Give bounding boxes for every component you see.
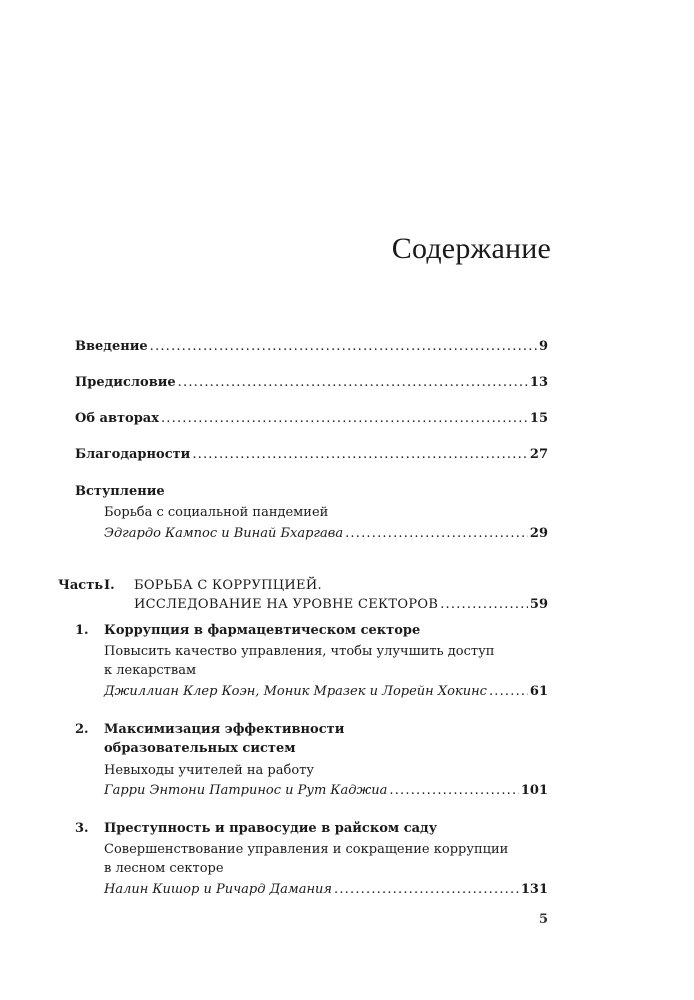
toc-entry-page: 13 bbox=[529, 375, 548, 390]
toc-entry-page: 29 bbox=[529, 526, 548, 541]
chapter-title: Преступность и правосудие в райском саду bbox=[104, 821, 438, 836]
toc-leader-dots bbox=[192, 446, 528, 464]
toc-entry-chapter-3[interactable] bbox=[104, 881, 548, 899]
toc-leader-dots bbox=[389, 782, 519, 800]
toc-entry-page: 9 bbox=[538, 339, 548, 354]
toc-entry-page: 27 bbox=[529, 447, 548, 462]
toc-entry-authors: Джиллиан Клер Коэн, Моник Мразек и Лорейн Хокинс bbox=[104, 684, 487, 699]
chapter-number: 3. bbox=[75, 821, 89, 836]
toc-entry-page: 101 bbox=[520, 783, 548, 798]
toc-entry-page: 15 bbox=[529, 411, 548, 426]
page-number: 5 bbox=[539, 912, 549, 927]
toc-entry-preface[interactable] bbox=[75, 374, 548, 392]
part-number: I. bbox=[104, 578, 115, 593]
toc-leader-dots bbox=[334, 881, 519, 899]
intro-subtitle: Борьба с социальной пандемией bbox=[104, 505, 329, 520]
toc-leader-dots bbox=[345, 525, 528, 543]
toc-entry-label: Благодарности bbox=[75, 447, 191, 462]
chapter-subtitle: к лекарствам bbox=[104, 663, 197, 678]
toc-leader-dots bbox=[440, 596, 528, 614]
toc-entry-chapter-1[interactable] bbox=[104, 683, 548, 701]
toc-entry-authors: Эдгардо Кампос и Винай Бхаргава bbox=[104, 526, 344, 541]
chapter-subtitle: Повысить качество управления, чтобы улучшить доступ bbox=[104, 644, 495, 659]
toc-entry-part-1[interactable] bbox=[134, 596, 548, 614]
page-title: Содержание bbox=[391, 232, 551, 265]
toc-entry-page: 61 bbox=[529, 684, 548, 699]
chapter-subtitle: Совершенствование управления и сокращение коррупции bbox=[104, 842, 509, 857]
chapter-number: 1. bbox=[75, 623, 89, 638]
part-title-line2: ИССЛЕДОВАНИЕ НА УРОВНЕ СЕКТОРОВ bbox=[134, 597, 439, 612]
toc-entry-acknowledgements[interactable] bbox=[75, 446, 548, 464]
toc-entry-introduction[interactable] bbox=[75, 338, 548, 356]
toc-entry-authors: Гарри Энтони Патринос и Рут Каджиа bbox=[104, 783, 388, 798]
toc-entry-page: 59 bbox=[529, 597, 548, 612]
intro-heading: Вступление bbox=[75, 484, 165, 499]
chapter-subtitle: в лесном секторе bbox=[104, 861, 224, 876]
toc-leader-dots bbox=[178, 374, 528, 392]
toc-entry-label: Введение bbox=[75, 339, 148, 354]
toc-leader-dots bbox=[150, 338, 537, 356]
toc-entry-chapter-2[interactable] bbox=[104, 782, 548, 800]
toc-entry-label: Об авторах bbox=[75, 411, 159, 426]
part-label: Часть bbox=[58, 578, 104, 593]
chapter-title: Коррупция в фармацевтическом секторе bbox=[104, 623, 421, 638]
chapter-title: Максимизация эффективности bbox=[104, 722, 345, 737]
toc-leader-dots bbox=[489, 683, 528, 701]
toc-entry-authors: Налин Кишор и Ричард Дамания bbox=[104, 882, 333, 897]
part-title-line1: БОРЬБА С КОРРУПЦИЕЙ. bbox=[134, 578, 322, 593]
chapter-subtitle: Невыходы учителей на работу bbox=[104, 763, 314, 778]
toc-entry-page: 131 bbox=[520, 882, 548, 897]
chapter-title: образовательных систем bbox=[104, 741, 296, 756]
chapter-number: 2. bbox=[75, 722, 89, 737]
toc-entry-intro[interactable] bbox=[104, 525, 548, 543]
toc-leader-dots bbox=[161, 410, 528, 428]
toc-entry-authors[interactable] bbox=[75, 410, 548, 428]
toc-entry-label: Предисловие bbox=[75, 375, 176, 390]
